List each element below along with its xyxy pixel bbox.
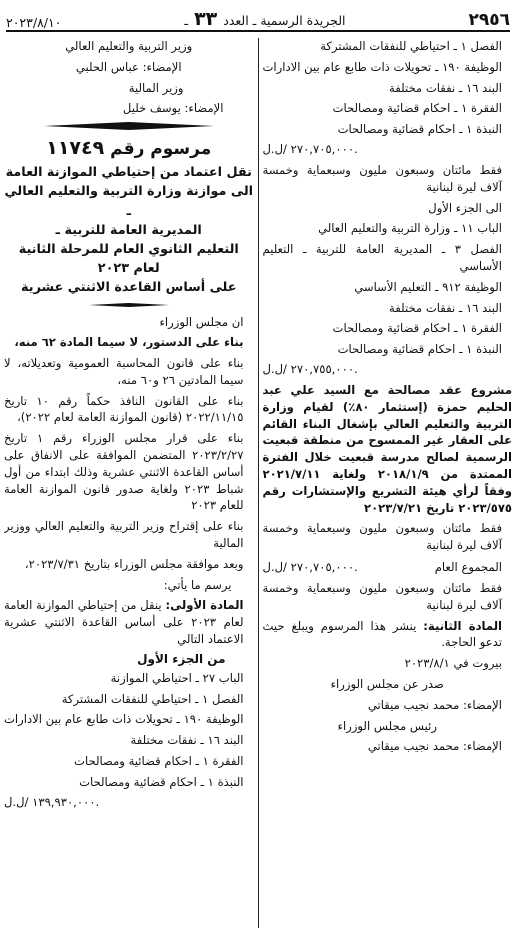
amount-1: ٢٧٠,٧٠٥,٠٠٠ /ل.ل. xyxy=(262,141,358,156)
page-header xyxy=(6,6,510,32)
short-ornament-icon xyxy=(89,302,169,308)
left-paragraph-line: الفقرة ١ ـ احكام قضائية ومصالحات xyxy=(74,754,244,769)
gazette-name: الجريدة الرسمية ـ العدد xyxy=(223,13,346,28)
decrees-line: يرسم ما يأتي: xyxy=(163,577,232,592)
left-item-line: البند ١٦ ـ نفقات مختلفة xyxy=(130,733,244,748)
chapter-line-2: الفصل ٣ ـ المديرية العامة للتربية ـ التعليم الأساسي xyxy=(262,242,502,273)
signature-2: الإمضاء: محمد نجيب ميقاتي xyxy=(367,739,502,754)
article-one-label: المادة الأولى: xyxy=(165,598,244,613)
decree-subtitle xyxy=(4,163,254,297)
grand-total-row xyxy=(263,560,513,574)
place-date: بيروت في ٢٠٢٣/٨/١ xyxy=(404,656,502,671)
issue-number: ٣٣ xyxy=(194,8,218,30)
minister-finance-signature: الإمضاء: يوسف خليل xyxy=(122,101,224,116)
preamble-2: بناء على قانون المحاسبة العمومية وتعديلاته، لا سيما المادتين ٢٦ و٦٠ منه، xyxy=(4,356,244,387)
pm-title: رئيس مجلس الوزراء xyxy=(337,718,437,733)
function-line-2: الوظيفة ٩١٢ ـ التعليم الأساسي xyxy=(354,279,502,294)
page-number: ٢٩٥٦ xyxy=(468,10,510,30)
ornament-divider-2 xyxy=(4,302,254,308)
article-two xyxy=(263,618,513,652)
article-one xyxy=(4,597,254,647)
sub-item-line: النبذة ١ ـ احكام قضائية ومصالحات xyxy=(337,122,502,137)
ornament-divider xyxy=(4,121,254,131)
decree-number: ١١٧٤٩ xyxy=(46,137,105,160)
left-section-line: الباب ٢٧ ـ احتياطي الموازنة xyxy=(110,670,244,685)
preamble-3: بناء على القانون النافذ حكماً رقم ١٠ تاريخ ٢٠٢٢/١١/١٥ (قانون الموازنة العامة لعام ٢٠٢٢)، xyxy=(4,393,244,425)
preamble-6: وبعد موافقة مجلس الوزراء بتاريخ ٢٠٢٣/٧/٣١، xyxy=(24,556,244,571)
settlement-project: مشروع عقد مصالحة مع السيد علي عبد الحليم حمزة (إستثمار ٨٠٪) لقيام وزارة التربية والتعليم العالي بإشغال البناء القائم على العقار غير الممسوح من منطقة قبعيت الرسمية لصالح مدرسة قبعيت خلال الفترة الممتدة من ٢٠١٨/١/٩ ولغاية ٢٠٢١/٧/١١ وفقاً لرأي هيئة التشريع والإستشارات رقم ٢٠٢٣/٥٧٥ تاريخ ٢٠٢٣/٧/٢١ xyxy=(262,382,512,515)
preamble-4: بناء على قرار مجلس الوزراء رقم ١ تاريخ ٢٠٢٣/٢/٢٧ المتضمن الموافقة على الانفاق على أساس القاعدة الاثنتي عشرية وذلك ابتداء من أول شباط ٢٠٢٣ ولغاية صدور قانون الموازنة العامة للعام ٢٠٢٣ xyxy=(4,431,244,513)
left-amount: ١٣٩,٩٣٠,٠٠٠ /ل.ل. xyxy=(4,794,100,809)
grand-total-label: المجموع العام xyxy=(434,559,502,574)
page-columns xyxy=(4,38,512,928)
subtitle-line: المديرية العامة للتربية ـ xyxy=(55,222,202,238)
paragraph-line-2: الفقرة ١ ـ احكام قضائية ومصالحات xyxy=(332,321,502,336)
amount-2: ٢٧٠,٧٥٥,٠٠٠ /ل.ل. xyxy=(262,361,358,376)
sub-item-line-2: النبذة ١ ـ احكام قضائية ومصالحات xyxy=(337,342,502,357)
amount-words-1: فقط مائتان وسبعون مليون وسبعماية وخمسة آلاف ليرة لبنانية xyxy=(262,162,502,194)
minister-education-signature: الإمضاء: عباس الحلبي xyxy=(75,59,182,74)
column-divider xyxy=(258,38,259,928)
issue-date: ٢٠٢٣/٨/١٠ xyxy=(6,15,62,30)
council-line: ان مجلس الوزراء xyxy=(159,314,244,329)
minister-finance-title: وزير المالية xyxy=(128,80,184,95)
left-sub-item-line: النبذة ١ ـ احكام قضائية ومصالحات xyxy=(79,774,244,789)
subtitle-line: نقل اعتماد من إحتياطي الموازنة العامة xyxy=(5,165,252,181)
article-two-label: المادة الثانية: xyxy=(423,618,503,633)
left-function-line: الوظيفة ١٩٠ ـ تحويلات ذات طابع عام بين الادارات xyxy=(4,712,244,727)
section-line: الباب ١١ ـ وزارة التربية والتعليم العالي xyxy=(318,221,502,236)
to-part-heading: الى الجزء الأول xyxy=(428,200,502,215)
decree-label: مرسوم رقم xyxy=(110,139,212,160)
subtitle-line: التعليم الثانوي العام للمرحلة الثانية لعام ٢٠٢٣ xyxy=(18,241,239,277)
gazette-title: الجريدة الرسمية ـ العدد ٣٣ ـ xyxy=(184,8,346,30)
left-chapter-line: الفصل ١ ـ احتياطي للنفقات المشتركة xyxy=(61,691,244,706)
decree-title xyxy=(4,137,254,159)
from-part-heading: من الجزء الأول xyxy=(137,651,226,666)
right-column xyxy=(263,38,513,928)
article-one-text: ينقل من إحتياطي الموازنة العامة لعام ٢٠٢٣ على أساس القاعدة الاثنتي عشرية الاعتماد التالي xyxy=(4,598,244,647)
subtitle-line: الى موازنة وزارة التربية والتعليم العالي ـ xyxy=(4,184,254,219)
paragraph-line: الفقرة ١ ـ احكام قضائية ومصالحات xyxy=(332,101,502,116)
left-column xyxy=(4,38,254,928)
item-line-2: البند ١٦ ـ نفقات مختلفة xyxy=(389,300,502,315)
preamble-5: بناء على إقتراح وزير التربية والتعليم العالي ووزير المالية xyxy=(4,519,244,551)
amount-words-3: فقط مائتان وسبعون مليون وسبعماية وخمسة آلاف ليرة لبنانية xyxy=(262,580,502,612)
chapter-line: الفصل ١ ـ احتياطي للنفقات المشتركة xyxy=(320,39,502,53)
item-line: البند ١٦ ـ نفقات مختلفة xyxy=(389,80,502,95)
preamble-1: بناء على الدستور، لا سيما المادة ٦٢ منه، xyxy=(14,335,244,350)
ornament-line-icon xyxy=(44,121,214,131)
article-two-text: ينشر هذا المرسوم ويبلغ حيث تدعو الحاجة. xyxy=(262,618,502,650)
subtitle-line: على أساس القاعدة الاثنتي عشرية xyxy=(21,280,237,296)
minister-education-title: وزير التربية والتعليم العالي xyxy=(65,39,193,53)
signature-1: الإمضاء: محمد نجيب ميقاتي xyxy=(367,697,502,712)
function-line: الوظيفة ١٩٠ ـ تحويلات ذات طابع عام بين الادارات xyxy=(262,59,502,74)
amount-words-2: فقط مائتان وسبعون مليون وسبعماية وخمسة آلاف ليرة لبنانية xyxy=(262,521,502,553)
issued-by: صدر عن مجلس الوزراء xyxy=(330,676,444,691)
grand-total-amount: ٢٧٠,٧٠٥,٠٠٠ /ل.ل. xyxy=(262,559,358,574)
